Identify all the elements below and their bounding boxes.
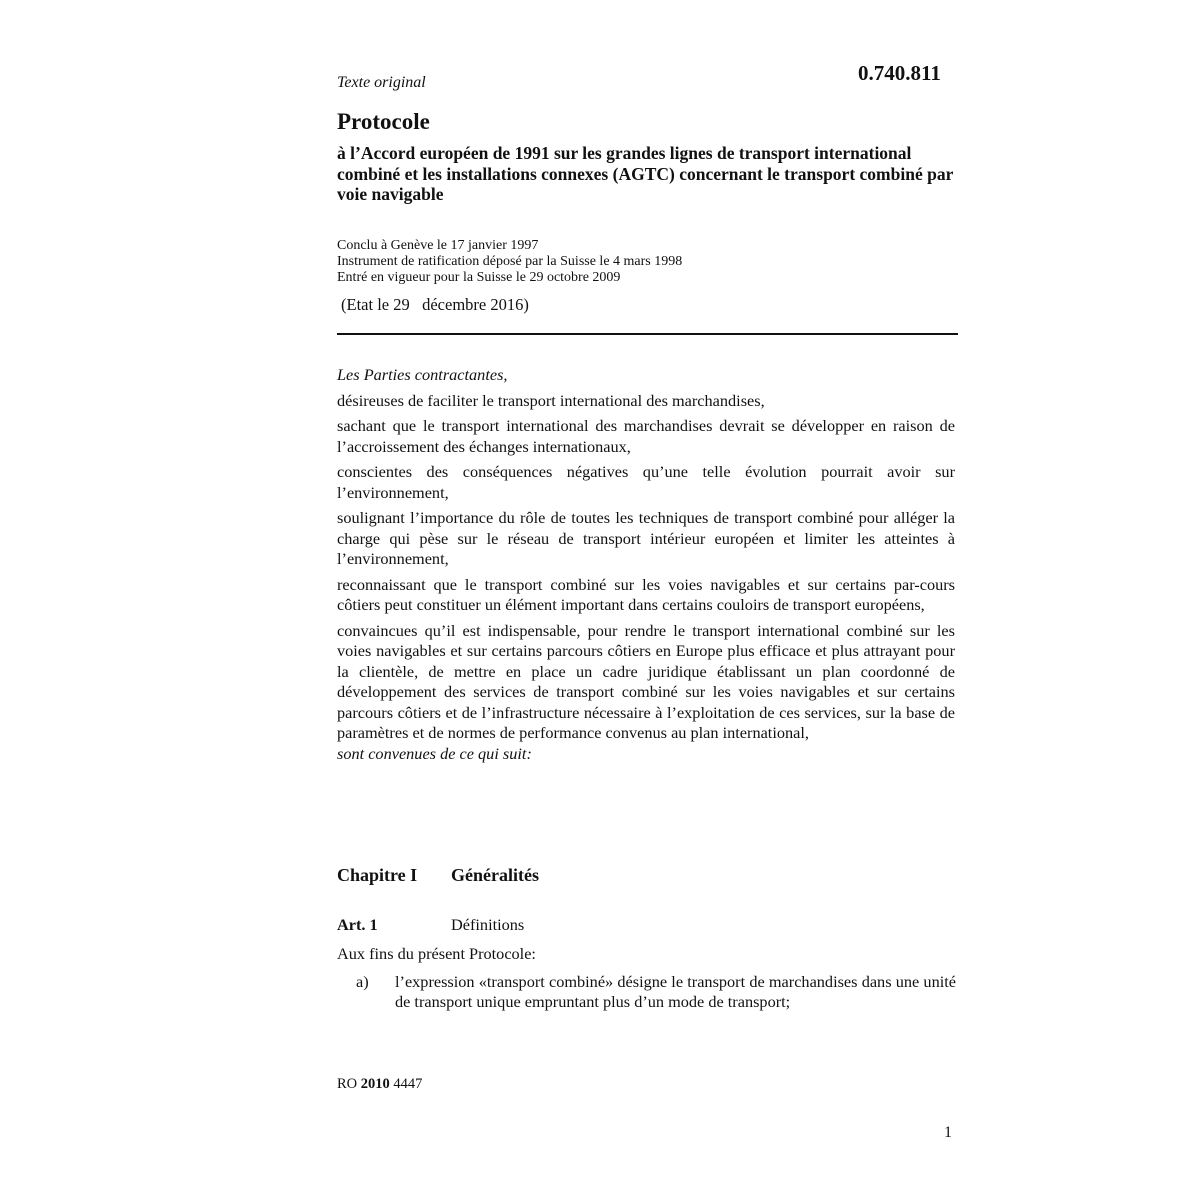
preamble-opening: Les Parties contractantes,: [337, 365, 508, 384]
original-text-label: Texte original: [337, 74, 426, 91]
article-title: Définitions: [451, 915, 525, 934]
preamble-paragraph: sachant que le transport international des marchandises devrait se développer en raison de l’accroissement des échanges internationaux,: [337, 416, 955, 456]
preamble-paragraph: désireuses de faciliter le transport international des marchandises,: [337, 390, 765, 410]
state-date: (Etat le 29 décembre 2016): [341, 295, 529, 314]
item-text: l’expression «transport combiné» désigne le transport de marchandises dans une unité de transport unique empruntant plus d’un mode de transport;: [395, 972, 956, 1011]
article-number: Art. 1: [337, 915, 378, 934]
chapter-heading: [337, 865, 539, 886]
preamble: [337, 365, 955, 769]
preamble-paragraph: reconnaissant que le transport combiné sur les voies navigables et sur certains par-cours côtiers peut constituer un élément important dans certains couloirs de transport européens,: [337, 574, 955, 614]
preamble-paragraph: soulignant l’importance du rôle de toutes les techniques de transport combiné pour alléger la charge qui pèse sur le réseau de transport intérieur européen et limiter les atteintes à l’environnement,: [337, 508, 955, 568]
chapter-title: Généralités: [451, 865, 539, 885]
ro-year: 2010: [360, 1076, 390, 1092]
document-metadata: [337, 238, 682, 286]
document-subtitle: à l’Accord européen de 1991 sur les grandes lignes de transport international combiné et les installations connexes (AGTC) concernant le transport combiné par voie navigable: [337, 143, 954, 204]
entry-into-force-line: Entré en vigueur pour la Suisse le 29 octobre 2009: [337, 270, 621, 285]
preamble-paragraph: convaincues qu’il est indispensable, pour rendre le transport international combiné sur les voies navigables et sur certains parcours côtiers en Europe plus efficace et plus attrayant pour la clientèle, de mettre en place un cadre juridique établissant un plan coordonné de développement des services de transport combiné sur les voies navigables et sur certains parcours côtiers et de l’infrastructure nécessaire à l’exploitation de ces services, sur la base de paramètres et de normes de performance convenus au plan international,: [337, 620, 955, 742]
document-title: Protocole: [337, 109, 430, 134]
article-heading: [337, 915, 525, 935]
preamble-paragraph: conscientes des conséquences négatives qu’une telle évolution pourrait avoir sur l’environnement,: [337, 462, 955, 502]
page-number: 1: [944, 1124, 952, 1141]
ro-prefix: RO: [337, 1076, 358, 1092]
official-compilation-reference: [337, 1076, 422, 1093]
chapter-number: Chapitre I: [337, 865, 418, 885]
ro-page: 4447: [393, 1076, 423, 1092]
definition-item: [356, 972, 956, 1012]
article-intro: Aux fins du présent Protocole:: [337, 944, 536, 963]
ratification-line: Instrument de ratification déposé par la Suisse le 4 mars 1998: [337, 254, 683, 269]
systematic-number: 0.740.811: [858, 61, 941, 85]
header-divider: [337, 333, 958, 335]
preamble-closing: sont convenues de ce qui suit:: [337, 743, 532, 763]
item-letter: a): [356, 972, 369, 991]
concluded-line: Conclu à Genève le 17 janvier 1997: [337, 238, 539, 253]
